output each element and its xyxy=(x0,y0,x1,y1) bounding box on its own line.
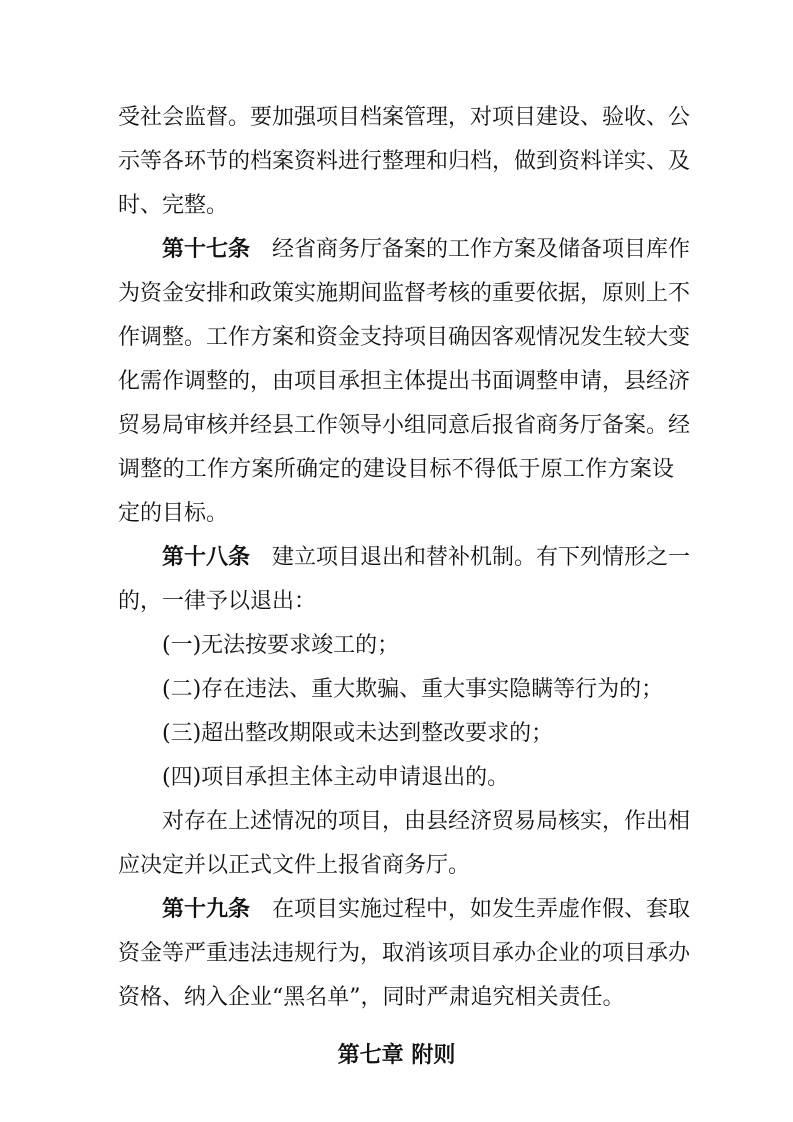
article19-line-2: 资金等严重违法违规行为，取消该项目承办企业的项目承办 xyxy=(118,941,691,966)
article18-line-2: 的，一律予以退出： xyxy=(118,589,317,614)
article17-line-6: 调整的工作方案所确定的建设目标不得低于原工作方案设 xyxy=(118,457,674,482)
article18-text-1: 建立项目退出和替补机制。有下列情形之一 xyxy=(272,545,691,570)
article16-line-2: 示等各环节的档案资料进行整理和归档，做到资料详实、及 xyxy=(118,149,691,174)
article18-line-1 xyxy=(162,544,691,572)
article17-title: 第十七条 xyxy=(162,237,251,262)
article16-line-1: 受社会监督。要加强项目档案管理，对项目建设、验收、公 xyxy=(118,105,691,130)
article19-line-3: 资格、纳入企业“黑名单”，同时严肃追究相关责任。 xyxy=(118,985,625,1010)
article17-line-1 xyxy=(162,236,691,264)
article19-text-1: 在项目实施过程中，如发生弄虚作假、套取 xyxy=(272,897,691,922)
chapter-heading: 第七章 附则 xyxy=(337,1043,456,1068)
article18-para2-line-1: 对存在上述情况的项目，由县经济贸易局核实，作出相 xyxy=(162,809,691,834)
article18-item-4: (四)项目承担主体主动申请退出的。 xyxy=(162,765,510,790)
article18-item-3: (三)超出整改期限或未达到整改要求的； xyxy=(162,721,554,746)
article19-line-1 xyxy=(162,896,691,924)
article17-line-2: 为资金安排和政策实施期间监督考核的重要依据，原则上不 xyxy=(118,281,691,306)
article18-para2-line-2: 应决定并以正式文件上报省商务厅。 xyxy=(118,853,471,878)
article18-item-1: (一)无法按要求竣工的； xyxy=(162,633,400,658)
article16-line-3: 时、完整。 xyxy=(118,193,229,218)
article17-line-7: 定的目标。 xyxy=(118,501,229,526)
article18-title: 第十八条 xyxy=(162,545,251,570)
article17-line-4: 化需作调整的，由项目承担主体提出书面调整申请，县经济 xyxy=(118,369,691,394)
article17-line-3: 作调整。工作方案和资金支持项目确因客观情况发生较大变 xyxy=(118,325,691,350)
article18-item-2: (二)存在违法、重大欺骗、重大事实隐瞒等行为的； xyxy=(162,677,664,702)
article17-text-1: 经省商务厅备案的工作方案及储备项目库作 xyxy=(272,237,691,262)
article17-line-5: 贸易局审核并经县工作领导小组同意后报省商务厅备案。经 xyxy=(118,413,691,438)
article19-title: 第十九条 xyxy=(162,897,251,922)
